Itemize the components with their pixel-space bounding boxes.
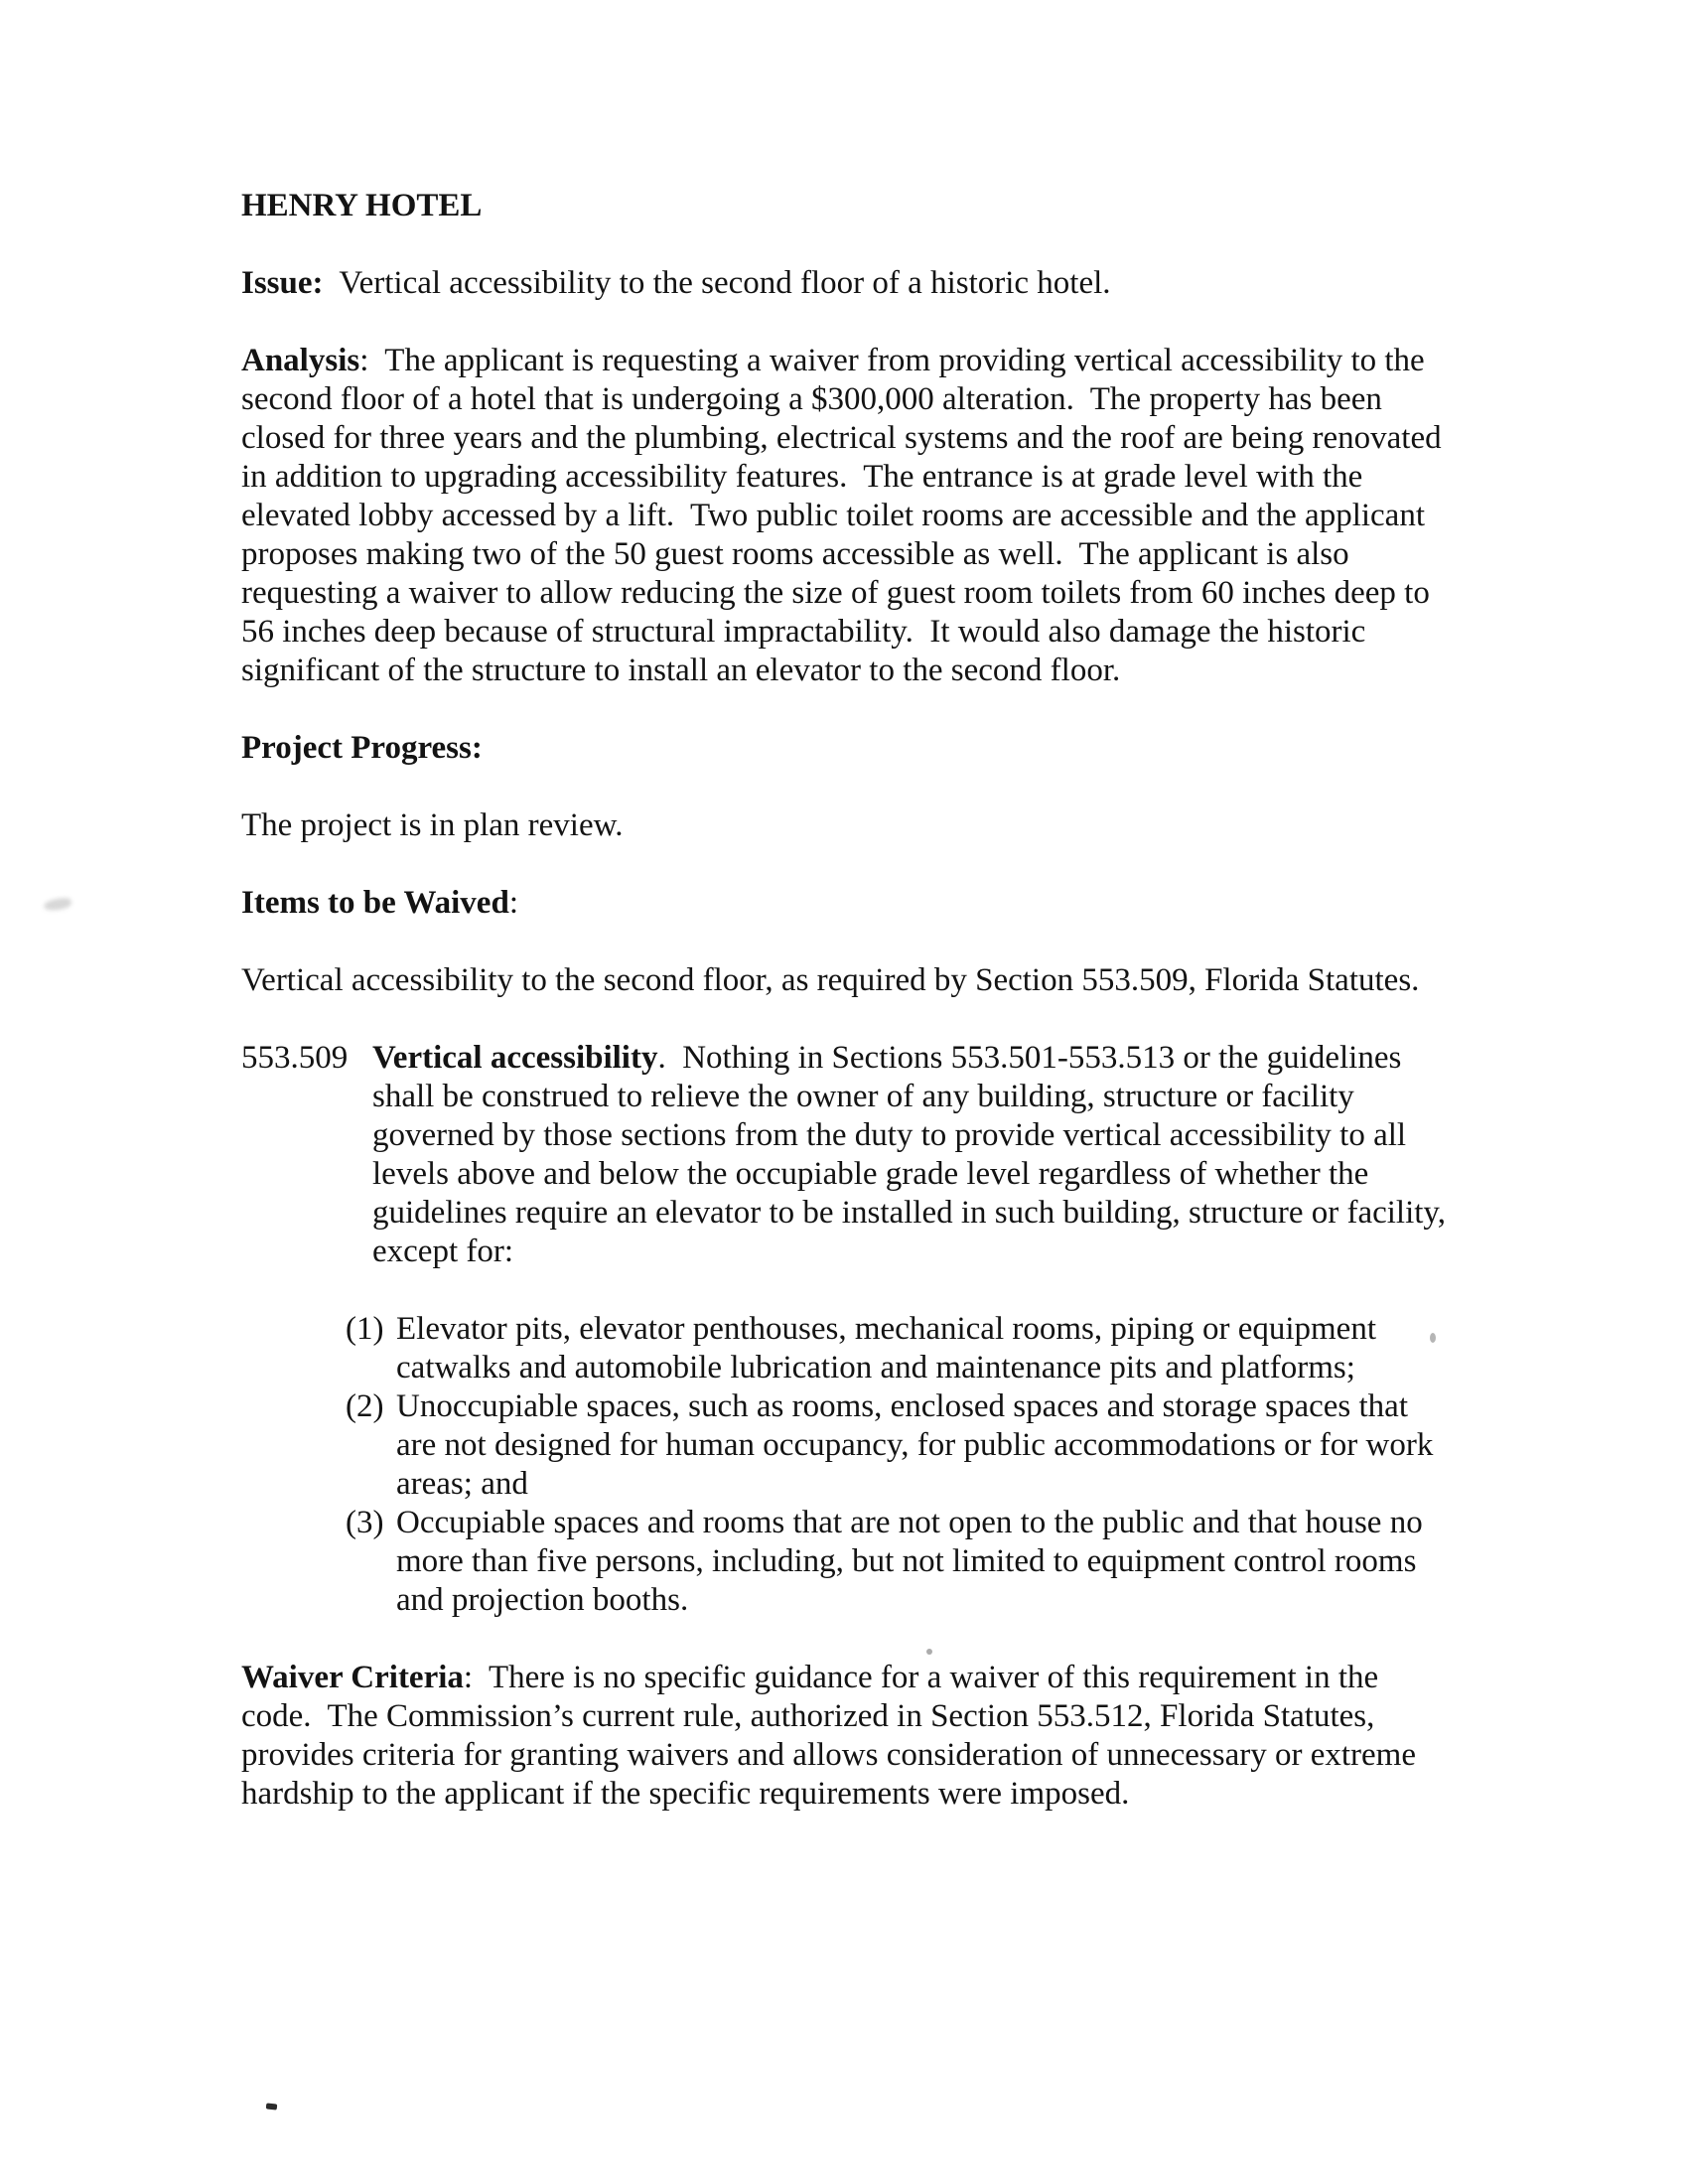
issue-label: Issue: <box>241 265 324 301</box>
project-progress-text: The project is in plan review. <box>241 807 624 843</box>
statute-body <box>372 1039 1455 1271</box>
statute-title: Vertical accessibility <box>372 1040 658 1076</box>
statute-clause-2 <box>346 1387 1455 1504</box>
items-heading-label: Items to be Waived <box>241 885 509 921</box>
statute-clause-1 <box>346 1310 1455 1387</box>
analysis-label: Analysis <box>241 343 360 378</box>
statute-clause-3 <box>346 1504 1455 1620</box>
waiver-criteria-label: Waiver Criteria <box>241 1660 464 1695</box>
clause-3-number: (3) <box>346 1505 384 1540</box>
waiver-criteria-text: There is no specific guidance for a waiver of this requirement in the code. The Commission’s current rule, authorized in Section 553.512, Florida Statutes, provides criteria for granting waivers and allows consideration of unnecessary or extreme hardship to the applicant if the specific requirements were imposed. <box>241 1660 1425 1812</box>
clause-1-number: (1) <box>346 1311 384 1347</box>
issue-paragraph <box>241 264 1455 303</box>
statute-553-509 <box>241 1039 1455 1271</box>
waiver-criteria-paragraph <box>241 1659 1455 1814</box>
analysis-paragraph <box>241 342 1455 690</box>
scan-artifact-smudge <box>43 897 71 912</box>
statute-intro-text: . Nothing in Sections 553.501-553.513 or the guidelines shall be construed to relieve the owner of any building, structure or facility governed by those sections from the duty to provide vertical accessibility to all levels above and below the occupiable grade level regardless of whether the guidelines require an elevator to be installed in such building, structure or facility, except for: <box>372 1040 1455 1269</box>
project-progress-heading: Project Progress: <box>241 730 483 766</box>
items-to-be-waived-text: Vertical accessibility to the second floor, as required by Section 553.509, Florida Statutes. <box>241 962 1420 998</box>
analysis-separator: : <box>359 343 385 378</box>
clause-3-text: Occupiable spaces and rooms that are not open to the public and that house no more than five persons, including, but not limited to equipment control rooms and projection booths. <box>396 1505 1431 1618</box>
issue-text: Vertical accessibility to the second floor of a historic hotel. <box>323 265 1111 301</box>
clause-2-number: (2) <box>346 1388 384 1424</box>
clause-2-text: Unoccupiable spaces, such as rooms, enclosed spaces and storage spaces that are not designed for human occupancy, for public accommodations or for work areas; and <box>396 1388 1442 1502</box>
clause-1-text: Elevator pits, elevator penthouses, mechanical rooms, piping or equipment catwalks and automobile lubrication and maintenance pits and platforms; <box>396 1311 1385 1385</box>
analysis-text: The applicant is requesting a waiver from providing vertical accessibility to the second floor of a hotel that is undergoing a $300,000 alteration. The property has been closed for three years and the plumbing, electrical systems and the roof are being renovated in addition to upgrading accessibility features. The entrance is at grade level with the elevated lobby accessed by a lift. Two public toilet rooms are accessible and the applicant proposes making two of the 50 guest rooms accessible as well. The applicant is also requesting a waiver to allow reducing the size of guest room toilets from 60 inches deep to 56 inches deep because of structural impractability. It would also damage the historic significant of the structure to install an elevator to the second floor. <box>241 343 1450 688</box>
statute-clause-list <box>241 1310 1455 1620</box>
items-heading-colon: : <box>508 885 518 921</box>
items-to-be-waived-heading <box>241 884 1455 923</box>
document-content <box>241 187 1455 1852</box>
waiver-criteria-separator: : <box>463 1660 489 1695</box>
statute-number: 553.509 <box>241 1040 349 1076</box>
document-title: HENRY HOTEL <box>241 188 483 223</box>
scan-artifact-speck <box>266 2103 278 2110</box>
